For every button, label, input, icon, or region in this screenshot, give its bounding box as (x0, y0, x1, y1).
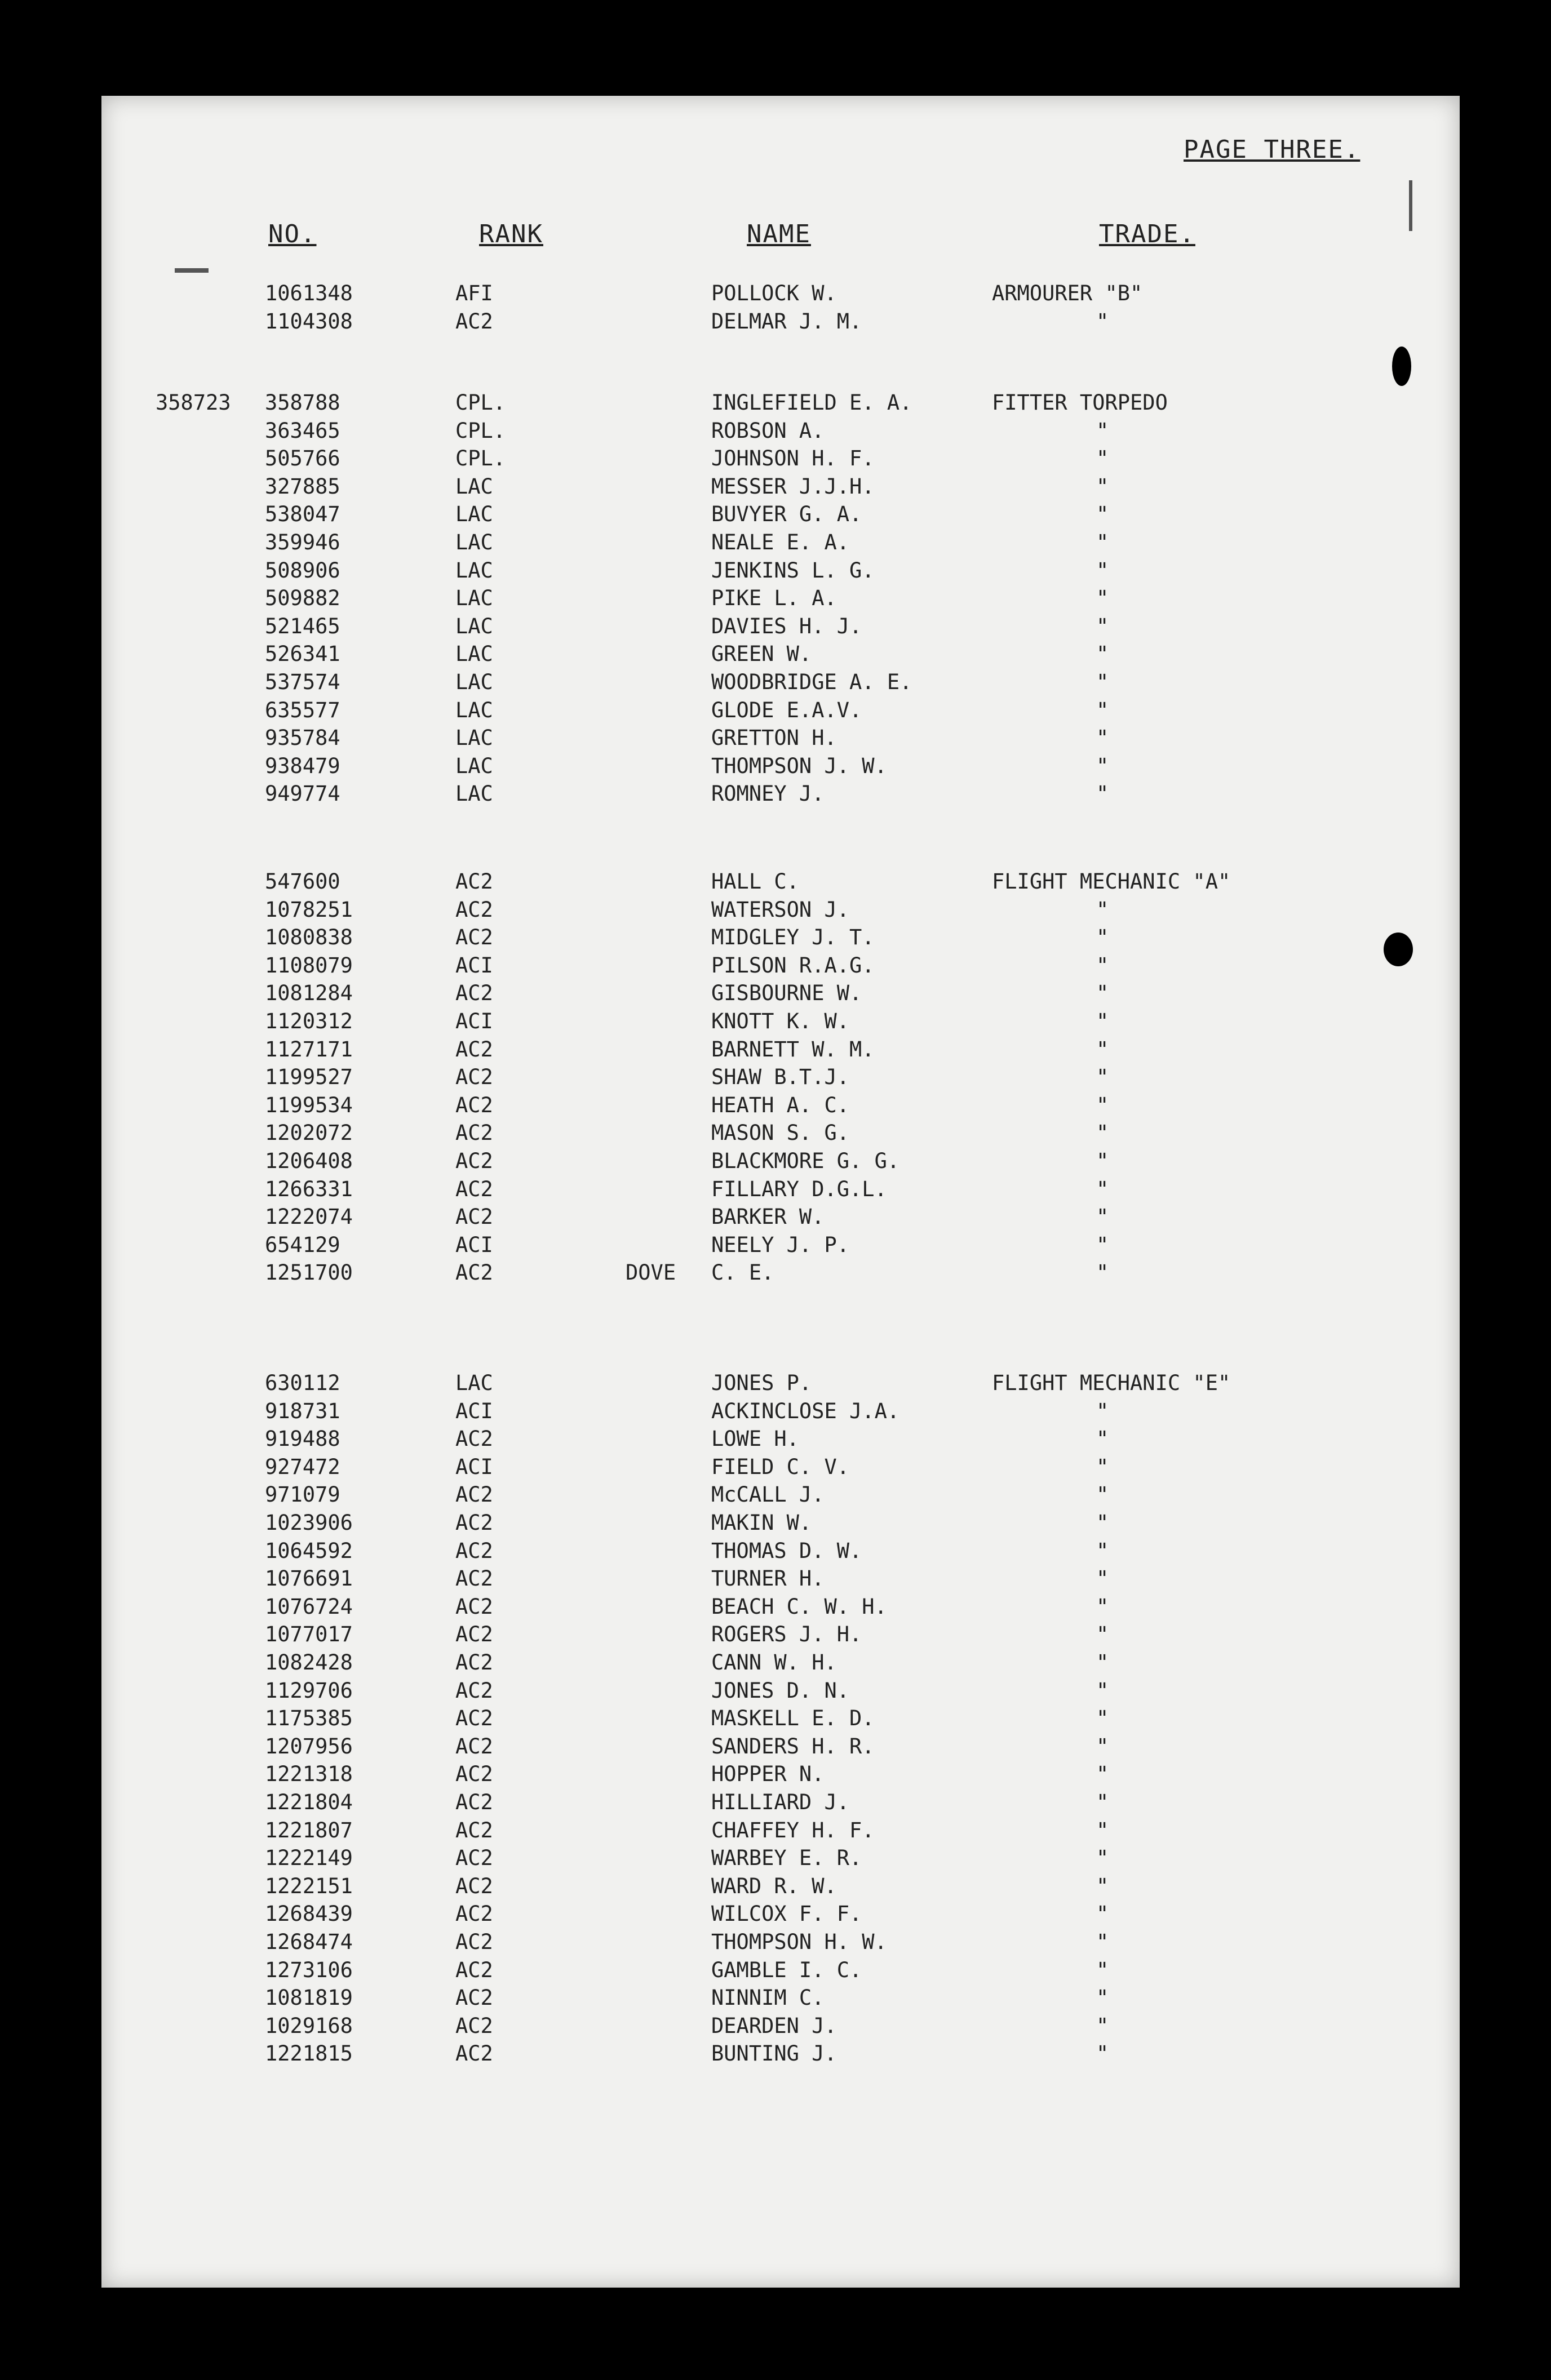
ditto-mark: " (1096, 753, 1109, 778)
name: JONES P. (711, 1371, 812, 1395)
rank: AC2 (455, 2041, 493, 2066)
table-row (0, 1453, 1551, 1481)
page-label: PAGE THREE. (1184, 135, 1361, 164)
ditto-mark: " (1096, 2041, 1109, 2066)
service-number: 508906 (265, 558, 340, 583)
name: MESSER J.J.H. (711, 474, 875, 499)
table-row (0, 668, 1551, 696)
ditto-mark: " (1096, 1176, 1109, 1201)
rank: ACI (455, 1009, 493, 1033)
table-row (0, 1704, 1551, 1732)
service-number: 1082428 (265, 1650, 353, 1675)
name: ROMNEY J. (711, 782, 825, 806)
table-row (0, 1677, 1551, 1704)
name: CANN W. H. (711, 1650, 837, 1675)
table-row (0, 1844, 1551, 1872)
name: CHAFFEY H. F. (711, 1818, 875, 1842)
rank: AC2 (455, 309, 493, 334)
table-row (0, 1231, 1551, 1259)
name: MASKELL E. D. (711, 1706, 875, 1731)
service-number: 1268439 (265, 1902, 353, 1926)
service-number: 630112 (265, 1371, 340, 1395)
table-row (0, 1872, 1551, 1900)
ditto-mark: " (1096, 474, 1109, 499)
rank: AC2 (455, 1986, 493, 2010)
table-row (0, 500, 1551, 528)
ditto-mark: " (1096, 1511, 1109, 1535)
table-row (0, 1369, 1551, 1397)
table-row (0, 1007, 1551, 1035)
table-row (0, 1119, 1551, 1147)
table-row (0, 696, 1551, 724)
service-number: 1064592 (265, 1538, 353, 1563)
service-number: 1199534 (265, 1093, 353, 1117)
service-number: 918731 (265, 1398, 340, 1423)
ditto-mark: " (1096, 2013, 1109, 2038)
ditto-mark: " (1096, 1902, 1109, 1926)
table-row (0, 1760, 1551, 1788)
name: GREEN W. (711, 642, 812, 667)
ditto-mark: " (1096, 558, 1109, 583)
table-row (0, 1203, 1551, 1231)
name: C. E. (711, 1260, 774, 1285)
name: FILLARY D.G.L. (711, 1176, 887, 1201)
trade: FLIGHT MECHANIC "A" (992, 869, 1231, 894)
rank: LAC (455, 726, 493, 751)
ditto-mark: " (1096, 614, 1109, 638)
service-number: 1127171 (265, 1037, 353, 1062)
ditto-mark: " (1096, 726, 1109, 751)
name: BUNTING J. (711, 2041, 837, 2066)
rank: AC2 (455, 1873, 493, 1898)
service-number: 1081284 (265, 981, 353, 1006)
table-row (0, 612, 1551, 640)
ditto-mark: " (1096, 1594, 1109, 1619)
name: ACKINCLOSE J.A. (711, 1398, 900, 1423)
name: ROBSON A. (711, 418, 825, 443)
name: WARD R. W. (711, 1873, 837, 1898)
rank: AC2 (455, 1790, 493, 1814)
service-number: 1080838 (265, 925, 353, 950)
header-rank: RANK (479, 220, 543, 248)
rank: AC2 (455, 1650, 493, 1675)
table-row (0, 868, 1551, 895)
name: BLACKMORE G. G. (711, 1149, 900, 1173)
header-no: NO. (268, 220, 317, 248)
rank: ACI (455, 1398, 493, 1423)
name: PIKE L. A. (711, 586, 837, 611)
name: THOMAS D. W. (711, 1538, 862, 1563)
name: HEATH A. C. (711, 1093, 850, 1117)
table-row (0, 896, 1551, 923)
service-number: 327885 (265, 474, 340, 499)
service-number: 919488 (265, 1427, 340, 1451)
service-number: 505766 (265, 446, 340, 471)
service-number: 521465 (265, 614, 340, 638)
ditto-mark: " (1096, 1622, 1109, 1647)
table-row (0, 1481, 1551, 1508)
ditto-mark: " (1096, 1454, 1109, 1479)
service-number: 1221804 (265, 1790, 353, 1814)
name: DAVIES H. J. (711, 614, 862, 638)
name: ROGERS J. H. (711, 1622, 862, 1647)
trade: ARMOURER "B" (992, 281, 1143, 305)
name: SHAW B.T.J. (711, 1065, 850, 1090)
service-number: 538047 (265, 502, 340, 527)
table-row (0, 279, 1551, 307)
name: MASON S. G. (711, 1121, 850, 1145)
rank: LAC (455, 753, 493, 778)
rank: LAC (455, 670, 493, 694)
rank: CPL. (455, 446, 506, 471)
name: FIELD C. V. (711, 1454, 850, 1479)
table-row (0, 780, 1551, 807)
name: WARBEY E. R. (711, 1846, 862, 1871)
table-row (0, 1147, 1551, 1175)
ditto-mark: " (1096, 925, 1109, 950)
rank: LAC (455, 530, 493, 554)
header-name: NAME (747, 220, 811, 248)
service-number: 635577 (265, 698, 340, 722)
rank: CPL. (455, 418, 506, 443)
service-number: 1222151 (265, 1873, 353, 1898)
rank: AC2 (455, 1930, 493, 1954)
rank: LAC (455, 782, 493, 806)
table-row (0, 1175, 1551, 1203)
table-row (0, 1900, 1551, 1928)
service-number: 526341 (265, 642, 340, 667)
table-row (0, 1509, 1551, 1537)
service-number: 1199527 (265, 1065, 353, 1090)
name: THOMPSON J. W. (711, 753, 887, 778)
ditto-mark: " (1096, 1009, 1109, 1033)
ditto-mark: " (1096, 1566, 1109, 1591)
name: WILCOX F. F. (711, 1902, 862, 1926)
ditto-mark: " (1096, 698, 1109, 722)
ditto-mark: " (1096, 1538, 1109, 1563)
rank: AC2 (455, 1065, 493, 1090)
service-number: 1221815 (265, 2041, 353, 2066)
rank: AC2 (455, 1149, 493, 1173)
rank: LAC (455, 614, 493, 638)
service-number: 935784 (265, 726, 340, 751)
table-row (0, 2040, 1551, 2067)
rank: AC2 (455, 1818, 493, 1842)
ditto-mark: " (1096, 782, 1109, 806)
name: MAKIN W. (711, 1511, 812, 1535)
service-number: 1273106 (265, 1957, 353, 1982)
rank: AC2 (455, 869, 493, 894)
table-row (0, 1397, 1551, 1425)
service-number: 971079 (265, 1482, 340, 1507)
service-number: 1268474 (265, 1930, 353, 1954)
name: GISBOURNE W. (711, 981, 862, 1006)
rank: AC2 (455, 1205, 493, 1229)
table-row (0, 979, 1551, 1007)
rank: AC2 (455, 1678, 493, 1703)
service-number: 1108079 (265, 953, 353, 978)
name: McCALL J. (711, 1482, 825, 1507)
ditto-mark: " (1096, 418, 1109, 443)
service-number: 1221807 (265, 1818, 353, 1842)
rank: AC2 (455, 1902, 493, 1926)
table-row (0, 1425, 1551, 1453)
rank: LAC (455, 474, 493, 499)
ditto-mark: " (1096, 1232, 1109, 1257)
table-row (0, 417, 1551, 445)
margin-mark (1409, 180, 1412, 231)
service-number-prefix: 358723 (156, 390, 231, 415)
rank: LAC (455, 558, 493, 583)
table-row (0, 1956, 1551, 1984)
name: KNOTT K. W. (711, 1009, 850, 1033)
service-number: 1207956 (265, 1734, 353, 1759)
service-number: 363465 (265, 418, 340, 443)
ditto-mark: " (1096, 502, 1109, 527)
table-row (0, 724, 1551, 752)
name: INGLEFIELD E. A. (711, 390, 912, 415)
table-row (0, 923, 1551, 951)
table-row (0, 752, 1551, 780)
ditto-mark: " (1096, 1482, 1109, 1507)
table-row (0, 445, 1551, 472)
ditto-mark: " (1096, 1398, 1109, 1423)
name: BARKER W. (711, 1205, 825, 1229)
ditto-mark: " (1096, 1873, 1109, 1898)
ditto-mark: " (1096, 1121, 1109, 1145)
rank: CPL. (455, 390, 506, 415)
rank: AC2 (455, 1176, 493, 1201)
table-row (0, 1036, 1551, 1063)
ditto-mark: " (1096, 1790, 1109, 1814)
rank: AC2 (455, 1622, 493, 1647)
table-row (0, 1063, 1551, 1091)
name: NEALE E. A. (711, 530, 850, 554)
table-row (0, 1928, 1551, 1956)
ditto-mark: " (1096, 530, 1109, 554)
name: LOWE H. (711, 1427, 799, 1451)
rank: AC2 (455, 1538, 493, 1563)
name: GLODE E.A.V. (711, 698, 862, 722)
trade: FITTER TORPEDO (992, 390, 1168, 415)
rank: AC2 (455, 1427, 493, 1451)
rank: ACI (455, 1232, 493, 1257)
rank: AC2 (455, 1037, 493, 1062)
name: POLLOCK W. (711, 281, 837, 305)
service-number: 1202072 (265, 1121, 353, 1145)
ditto-mark: " (1096, 1650, 1109, 1675)
table-row (0, 473, 1551, 500)
rank: LAC (455, 698, 493, 722)
ditto-mark: " (1096, 1986, 1109, 2010)
table-row (0, 584, 1551, 612)
ditto-mark: " (1096, 670, 1109, 694)
name: THOMPSON H. W. (711, 1930, 887, 1954)
table-row (0, 1817, 1551, 1844)
service-number: 654129 (265, 1232, 340, 1257)
service-number: 1222149 (265, 1846, 353, 1871)
ditto-mark: " (1096, 1818, 1109, 1842)
table-row (0, 557, 1551, 584)
rank: LAC (455, 642, 493, 667)
table-row (0, 308, 1551, 335)
service-number: 1129706 (265, 1678, 353, 1703)
name: MIDGLEY J. T. (711, 925, 875, 950)
ditto-mark: " (1096, 642, 1109, 667)
ditto-mark: " (1096, 1957, 1109, 1982)
ditto-mark: " (1096, 586, 1109, 611)
service-number: 927472 (265, 1454, 340, 1479)
rank: ACI (455, 1454, 493, 1479)
rank: AC2 (455, 1260, 493, 1285)
rank: AC2 (455, 981, 493, 1006)
table-row (0, 1649, 1551, 1676)
name: WATERSON J. (711, 897, 850, 922)
name: PILSON R.A.G. (711, 953, 875, 978)
rank: AC2 (455, 1511, 493, 1535)
rank: AC2 (455, 1093, 493, 1117)
rank: AC2 (455, 1566, 493, 1591)
rank: AC2 (455, 925, 493, 950)
table-row (0, 1733, 1551, 1760)
table-row (0, 1091, 1551, 1119)
service-number: 1029168 (265, 2013, 353, 2038)
name: HOPPER N. (711, 1762, 825, 1787)
ditto-mark: " (1096, 1093, 1109, 1117)
rank: AC2 (455, 1706, 493, 1731)
rank: AC2 (455, 1734, 493, 1759)
service-number: 1266331 (265, 1176, 353, 1201)
service-number: 1076691 (265, 1566, 353, 1591)
rank: AC2 (455, 1594, 493, 1619)
table-row (0, 1565, 1551, 1592)
rank: AC2 (455, 1846, 493, 1871)
rank: AC2 (455, 2013, 493, 2038)
margin-mark (175, 268, 209, 273)
service-number: 1175385 (265, 1706, 353, 1731)
ditto-mark: " (1096, 1037, 1109, 1062)
table-row (0, 1259, 1551, 1286)
name: JOHNSON H. F. (711, 446, 875, 471)
ditto-mark: " (1096, 1678, 1109, 1703)
table-row (0, 1593, 1551, 1620)
service-number: 359946 (265, 530, 340, 554)
table-row (0, 1537, 1551, 1565)
rank: LAC (455, 586, 493, 611)
name: BARNETT W. M. (711, 1037, 875, 1062)
ditto-mark: " (1096, 1706, 1109, 1731)
name: DEARDEN J. (711, 2013, 837, 2038)
service-number: 949774 (265, 782, 340, 806)
name: JONES D. N. (711, 1678, 850, 1703)
service-number: 1078251 (265, 897, 353, 922)
service-number: 358788 (265, 390, 340, 415)
ink-blot (1392, 347, 1411, 386)
ditto-mark: " (1096, 1734, 1109, 1759)
ditto-mark: " (1096, 1205, 1109, 1229)
service-number: 1251700 (265, 1260, 353, 1285)
service-number: 938479 (265, 753, 340, 778)
table-row (0, 1984, 1551, 2012)
service-number: 1061348 (265, 281, 353, 305)
table-row (0, 2012, 1551, 2040)
table-row (0, 640, 1551, 668)
ink-blot (1384, 933, 1413, 966)
service-number: 1104308 (265, 309, 353, 334)
header-trade: TRADE. (1099, 220, 1195, 248)
name: HILLIARD J. (711, 1790, 850, 1814)
ditto-mark: " (1096, 1427, 1109, 1451)
table-row (0, 529, 1551, 556)
name: GAMBLE I. C. (711, 1957, 862, 1982)
table-row (0, 1620, 1551, 1648)
service-number: 1206408 (265, 1149, 353, 1173)
ditto-mark: " (1096, 897, 1109, 922)
service-number: 509882 (265, 586, 340, 611)
service-number: 1221318 (265, 1762, 353, 1787)
ditto-mark: " (1096, 1762, 1109, 1787)
rank: LAC (455, 1371, 493, 1395)
service-number: 537574 (265, 670, 340, 694)
name: GRETTON H. (711, 726, 837, 751)
service-number: 1120312 (265, 1009, 353, 1033)
ditto-mark: " (1096, 309, 1109, 334)
trade: FLIGHT MECHANIC "E" (992, 1371, 1231, 1395)
service-number: 1023906 (265, 1511, 353, 1535)
ditto-mark: " (1096, 1065, 1109, 1090)
rank: LAC (455, 502, 493, 527)
name-extra: DOVE (626, 1260, 676, 1285)
ditto-mark: " (1096, 953, 1109, 978)
table-row (0, 1788, 1551, 1816)
rank: AC2 (455, 1121, 493, 1145)
name: JENKINS L. G. (711, 558, 875, 583)
ditto-mark: " (1096, 981, 1109, 1006)
ditto-mark: " (1096, 1260, 1109, 1285)
ditto-mark: " (1096, 1149, 1109, 1173)
rank: AC2 (455, 1482, 493, 1507)
table-row (0, 952, 1551, 979)
name: DELMAR J. M. (711, 309, 862, 334)
name: SANDERS H. R. (711, 1734, 875, 1759)
ditto-mark: " (1096, 1846, 1109, 1871)
service-number: 1077017 (265, 1622, 353, 1647)
ditto-mark: " (1096, 446, 1109, 471)
name: HALL C. (711, 869, 799, 894)
name: BEACH C. W. H. (711, 1594, 887, 1619)
service-number: 547600 (265, 869, 340, 894)
rank: AFI (455, 281, 493, 305)
service-number: 1222074 (265, 1205, 353, 1229)
table-row (0, 389, 1551, 416)
service-number: 1076724 (265, 1594, 353, 1619)
name: NEELY J. P. (711, 1232, 850, 1257)
service-number: 1081819 (265, 1986, 353, 2010)
ditto-mark: " (1096, 1930, 1109, 1954)
name: WOODBRIDGE A. E. (711, 670, 912, 694)
rank: AC2 (455, 1957, 493, 1982)
rank: AC2 (455, 1762, 493, 1787)
rank: AC2 (455, 897, 493, 922)
name: NINNIM C. (711, 1986, 825, 2010)
rank: ACI (455, 953, 493, 978)
name: TURNER H. (711, 1566, 825, 1591)
name: BUVYER G. A. (711, 502, 862, 527)
